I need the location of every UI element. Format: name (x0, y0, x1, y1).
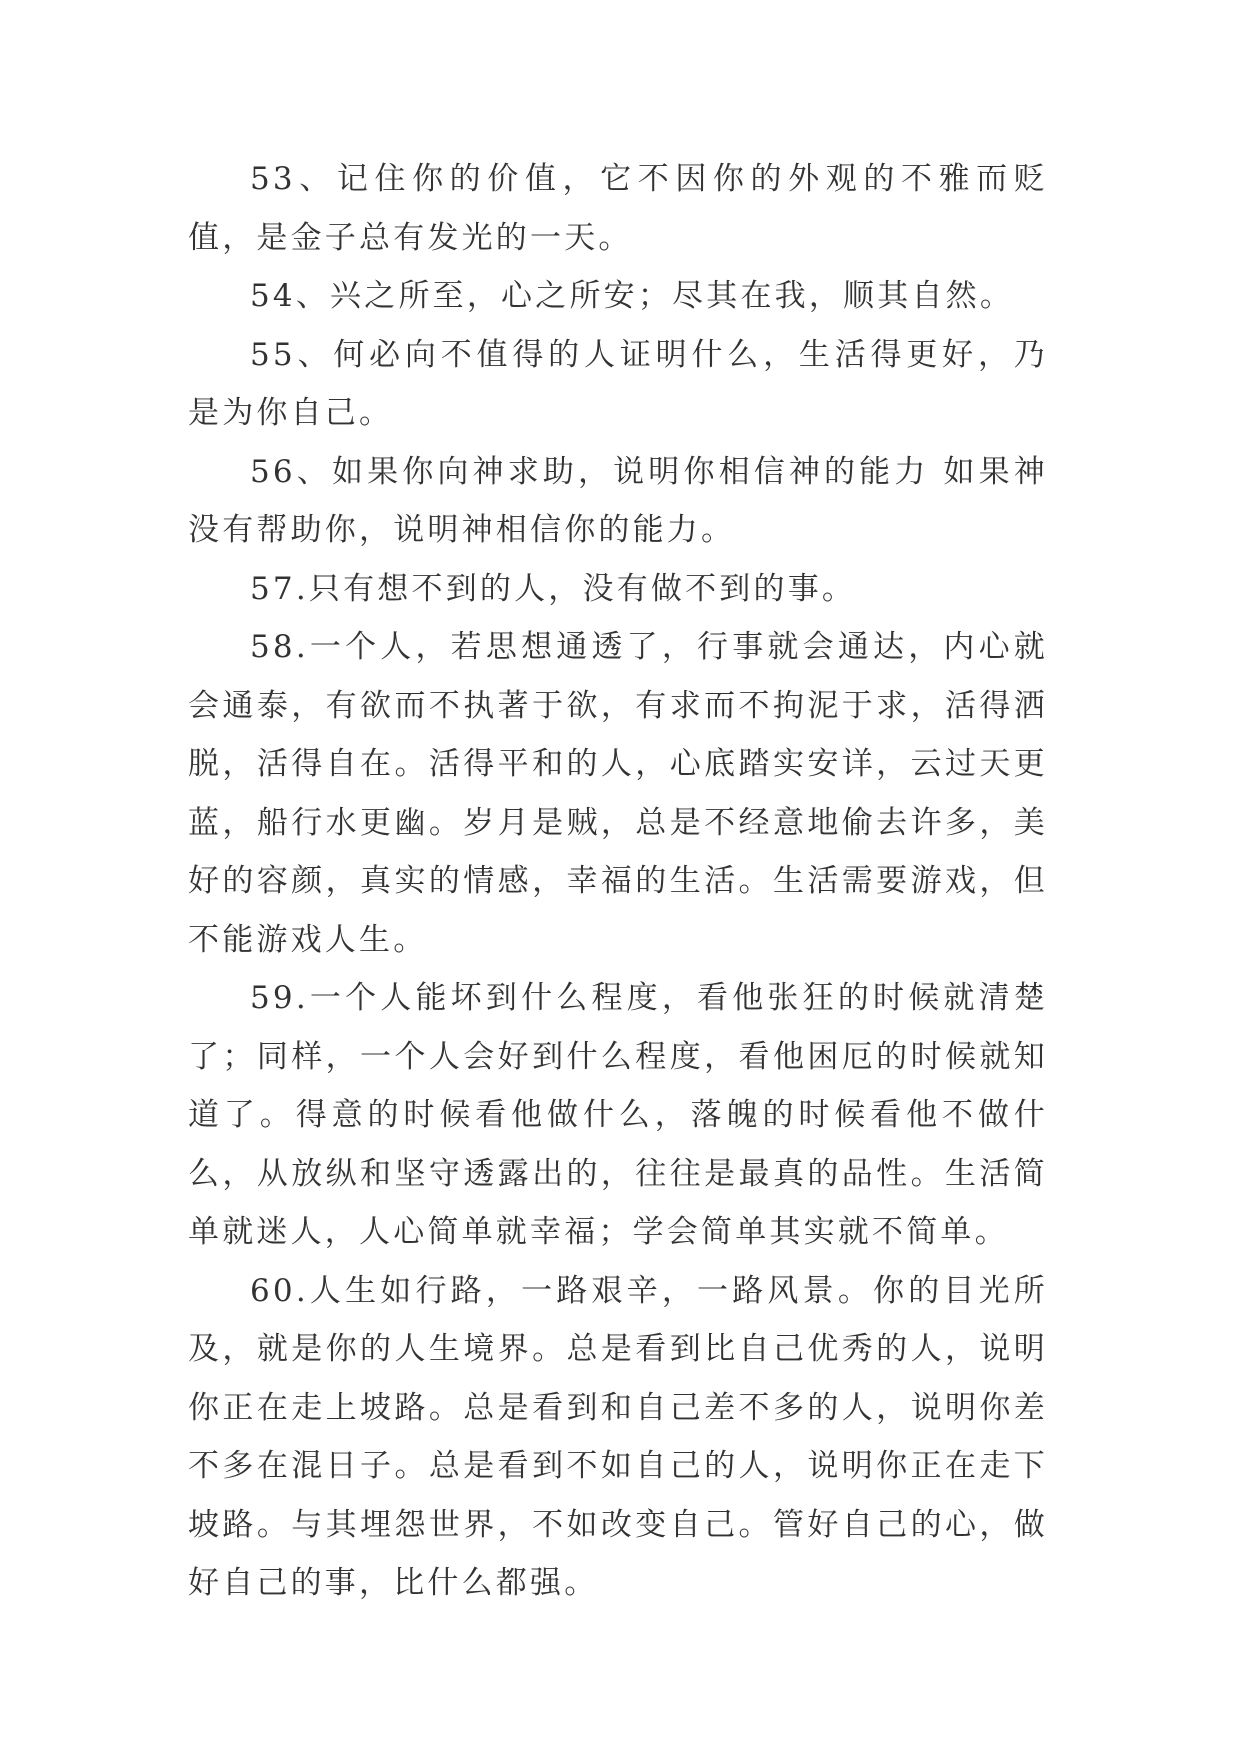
paragraph-58: 58.一个人，若思想通透了，行事就会通达，内心就会通泰，有欲而不执著于欲，有求而不拘泥于求，活得洒脱，活得自在。活得平和的人，心底踏实安详，云过天更蓝，船行水更幽。岁月是贼，总是不经意地偷去许多，美好的容颜，真实的情感，幸福的生活。生活需要游戏，但不能游戏人生。 (188, 629, 1048, 958)
paragraph-59: 59.一个人能坏到什么程度，看他张狂的时候就清楚了；同样，一个人会好到什么程度，看他困厄的时候就知道了。得意的时候看他做什么，落魄的时候看他不做什么，从放纵和坚守透露出的，往往是最真的品性。生活简单就迷人，人心简单就幸福；学会简单其实就不简单。 (188, 980, 1048, 1250)
paragraph-56: 56、如果你向神求助，说明你相信神的能力 如果神没有帮助你，说明神相信你的能力。 (188, 453, 1048, 548)
paragraph-57: 57.只有想不到的人，没有做不到的事。 (250, 570, 857, 607)
paragraph-60: 60.人生如行路，一路艰辛，一路风景。你的目光所及，就是你的人生境界。总是看到比自己优秀的人，说明你正在走上坡路。总是看到和自己差不多的人，说明你差不多在混日子。总是看到不如自己的人，说明你正在走下坡路。与其埋怨世界，不如改变自己。管好自己的心，做好自己的事，比什么都强。 (188, 1272, 1048, 1601)
paragraph-53: 53、记住你的价值，它不因你的外观的不雅而贬值，是金子总有发光的一天。 (188, 161, 1048, 256)
paragraph-54: 54、兴之所至，心之所安；尽其在我，顺其自然。 (250, 278, 1015, 314)
paragraph-55: 55、何必向不值得的人证明什么，生活得更好，乃是为你自己。 (188, 336, 1048, 431)
document-body (188, 150, 1048, 1613)
